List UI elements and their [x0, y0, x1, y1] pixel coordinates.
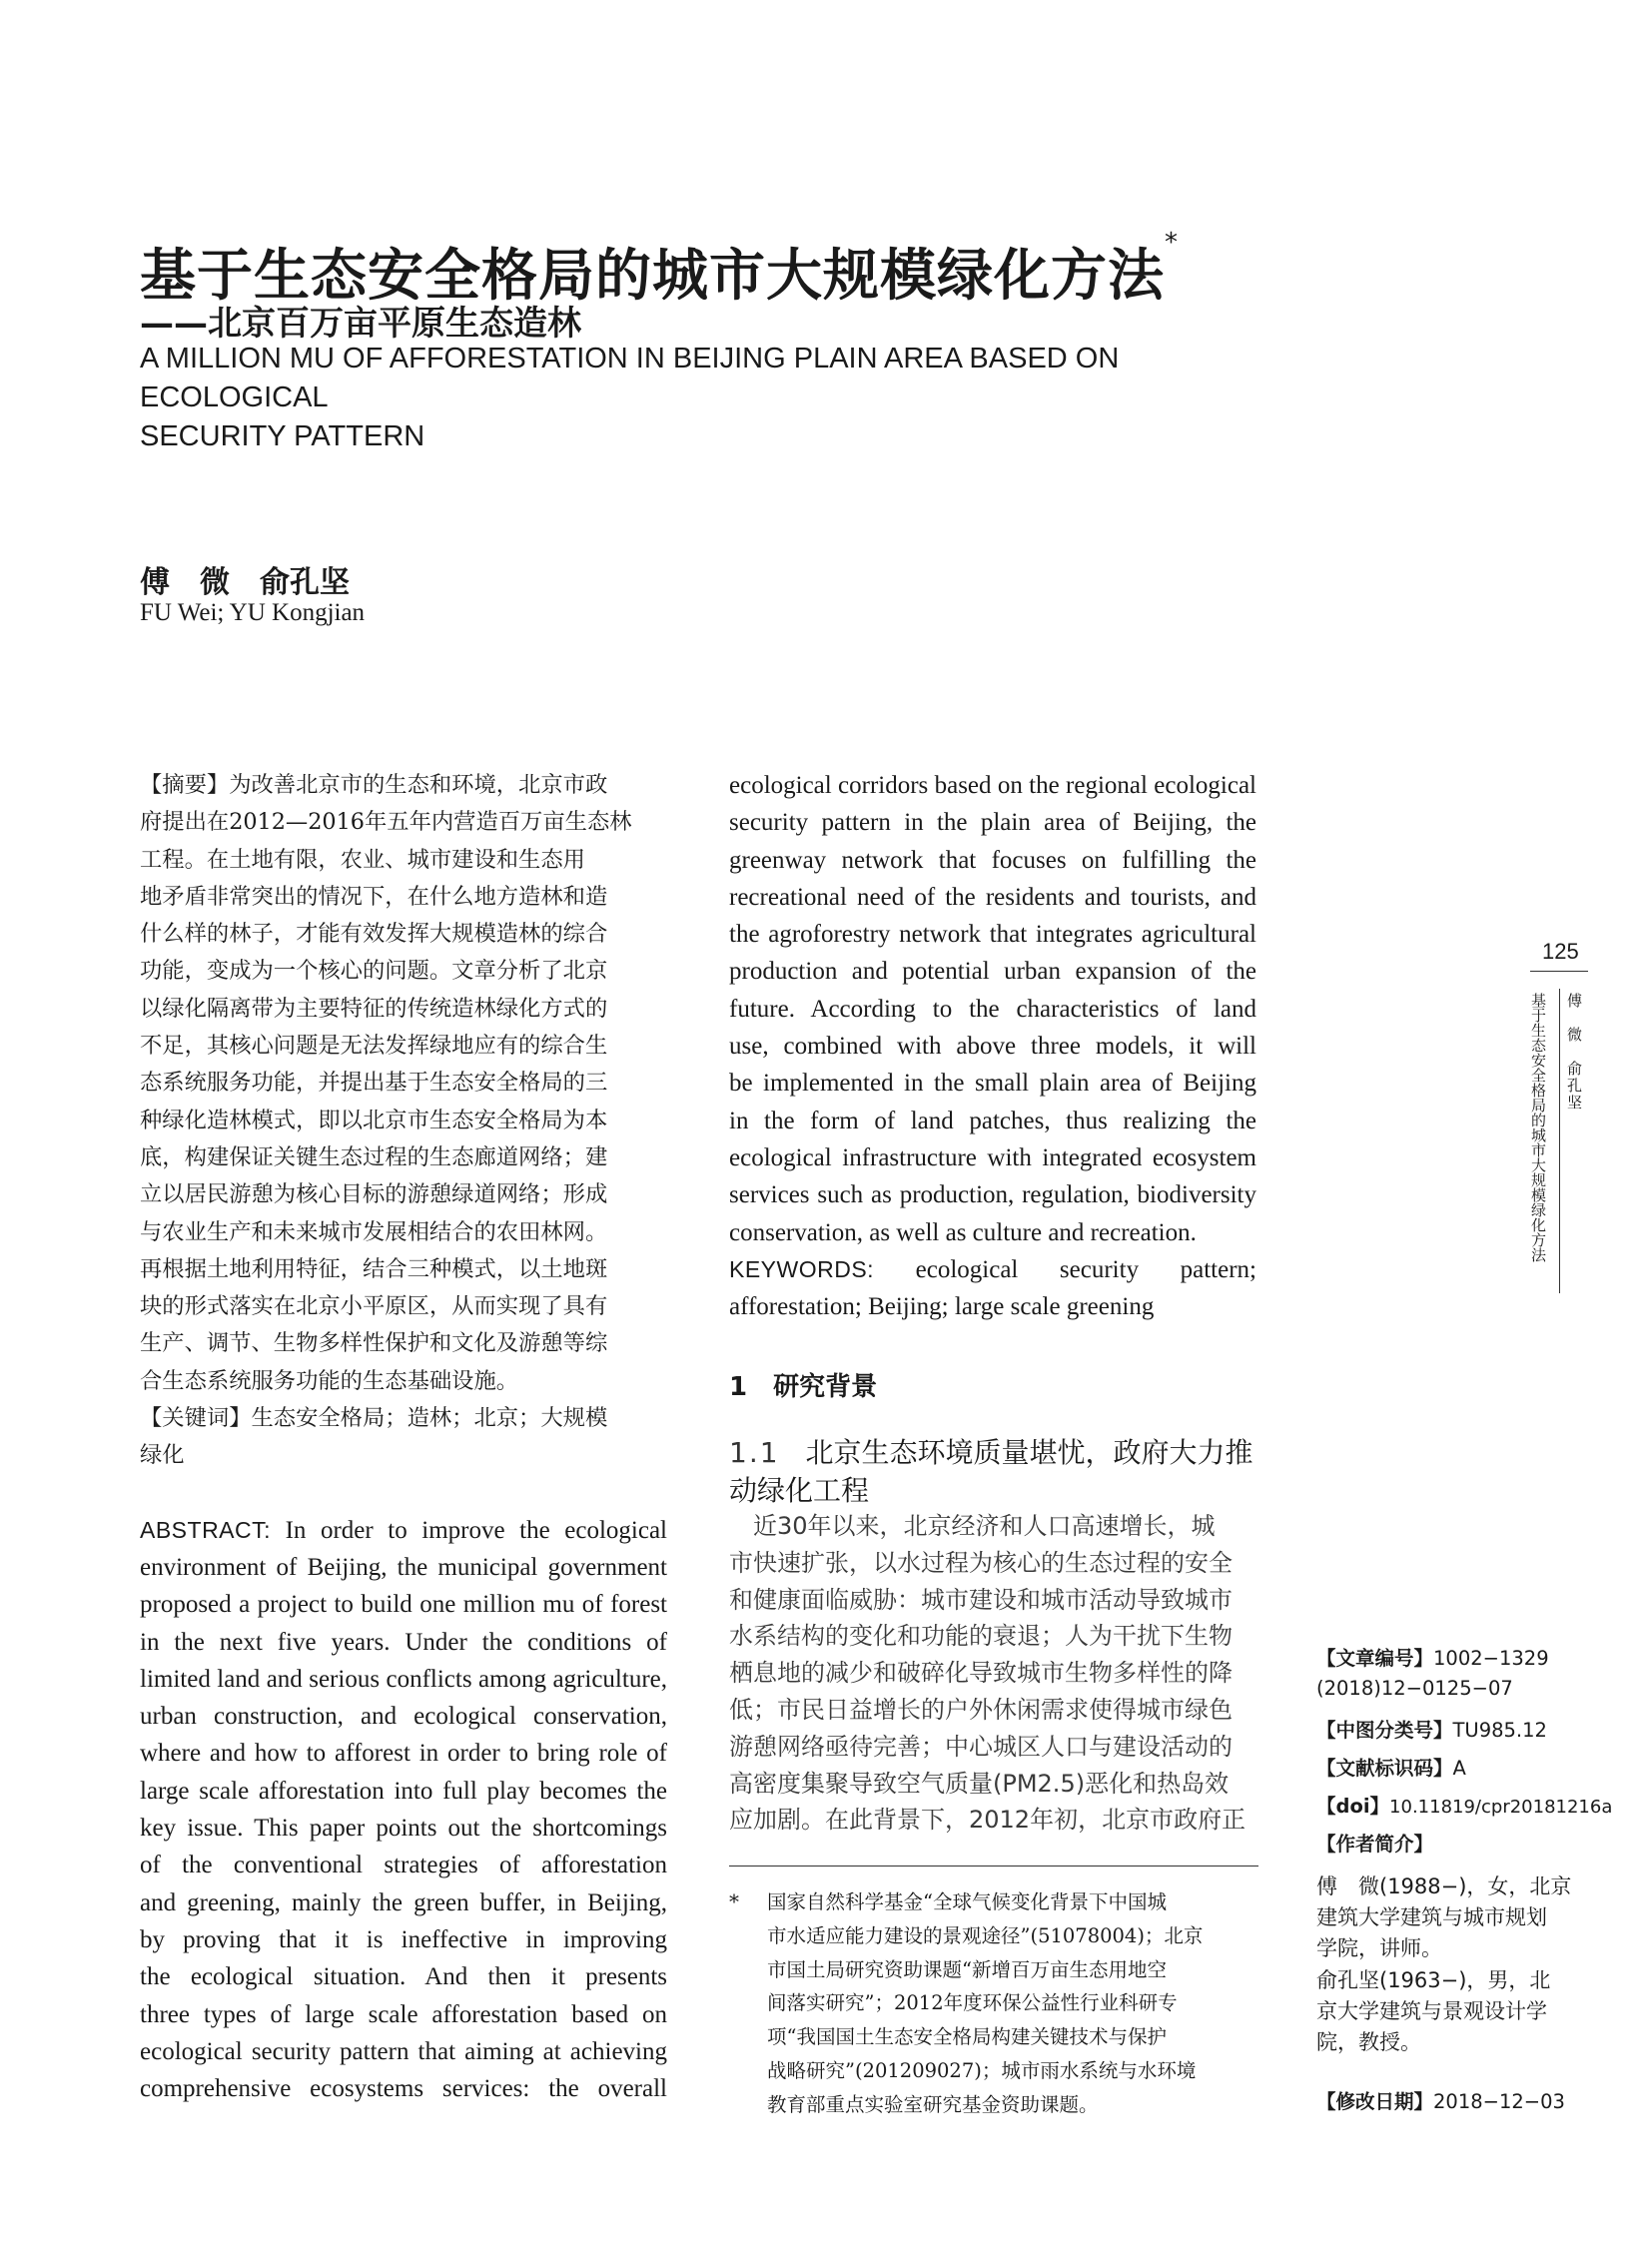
abstract-en-line: by proving that it is ineffective in improving	[140, 1925, 667, 1953]
keywords-en-line	[729, 1251, 1256, 1288]
abstract-cn-line: 功能，变成为一个核心的问题。文章分析了北京	[140, 958, 608, 985]
abstract-cn-line: 生产、调节、生物多样性保护和文化及游憩等综	[140, 1330, 608, 1357]
footnote-line: 市国土局研究资助课题“新增百万亩生态用地空	[767, 1957, 1167, 1981]
meta-doc-code	[1316, 1754, 1616, 1784]
abstract-en-line: large scale afforestation into full play becomes the	[140, 1777, 667, 1805]
abstract-en-line: security pattern in the plain area of Beijing, the	[729, 809, 1256, 837]
right-column-abstract	[729, 767, 1256, 1325]
body-line: 市快速扩张，以水过程为核心的生态过程的安全	[729, 1548, 1233, 1577]
abstract-en	[140, 1512, 667, 2108]
abstract-cn-line: 不足，其核心问题是无法发挥绿地应有的综合生	[140, 1033, 608, 1060]
footnote-line: 国家自然科学基金“全球气候变化背景下中国城	[767, 1890, 1167, 1913]
section-title-line: 北京生态环境质量堪忧，政府大力推	[805, 1436, 1253, 1469]
abstract-en-line: the ecological situation. And then it presents	[140, 1963, 667, 1991]
authors-en: FU Wei; YU Kongjian	[140, 599, 366, 626]
meta-author-line: 建筑大学建筑与城市规划	[1316, 1905, 1547, 1929]
section-number: 1.1	[729, 1436, 780, 1469]
authors-cn: 傅 微 俞孔坚	[140, 565, 350, 600]
meta-value: 1002−1329	[1433, 1647, 1549, 1670]
meta-revised-date	[1316, 2087, 1616, 2117]
abstract-cn-line: 种绿化造林模式，即以北京市生态安全格局为本	[140, 1107, 608, 1133]
meta-doi	[1316, 1792, 1616, 1823]
section-title-line: 动绿化工程	[729, 1474, 870, 1507]
abstract-en-first: In order to improve the ecological	[271, 1516, 667, 1544]
abstract-en-line: future. According to the characteristics of land	[729, 995, 1256, 1023]
abstract-cn-line: 立以居民游憩为核心目标的游憩绿道网络；形成	[140, 1181, 608, 1208]
title-en-line: A MILLION MU OF AFFORESTATION IN BEIJING PLAIN AREA BASED ON ECOLOGICAL	[140, 343, 1120, 413]
meta-value: 2018−12−03	[1433, 2090, 1565, 2113]
abstract-en-line: environment of Beijing, the municipal government	[140, 1553, 667, 1581]
keywords-cn-line: 绿化	[140, 1442, 185, 1469]
abstract-cn-line: 地矛盾非常突出的情况下，在什么地方造林和造	[140, 883, 608, 910]
meta-author-line: 京大学建筑与景观设计学	[1316, 1999, 1547, 2023]
abstract-en-line: limited land and serious conflicts among agriculture,	[140, 1665, 667, 1693]
meta-key: 【文献标识码】	[1316, 1757, 1453, 1780]
abstract-cn-line: 什么样的林子，才能有效发挥大规模造林的综合	[140, 921, 608, 948]
meta-key: 【文章编号】	[1316, 1647, 1434, 1670]
title-cn-text: 基于生态安全格局的城市大规模绿化方法	[140, 244, 1165, 309]
abstract-cn-line: 合生态系统服务功能的生态基础设施。	[140, 1367, 519, 1394]
footnote-line: 战略研究”(201209027)；城市雨水系统与水环境	[767, 2058, 1197, 2082]
running-header-authors: 傅 微 俞孔坚	[1565, 993, 1583, 1112]
footnote	[729, 1885, 1258, 2122]
title-en-line: SECURITY PATTERN	[140, 420, 425, 452]
abstract-en-line: of the conventional strategies of afforestation	[140, 1852, 667, 1879]
abstract-en-line: ecological corridors based on the regional ecological	[729, 772, 1256, 799]
body-line: 高密度集聚导致空气质量(PM2.5)恶化和热岛效	[729, 1769, 1230, 1798]
body-line: 应加剧。在此背景下，2012年初，北京市政府正	[729, 1806, 1246, 1835]
abstract-en-line: recreational need of the residents and tourists, and	[729, 883, 1256, 911]
footnote-line: 市水适应能力建设的景观途径”(51078004)；北京	[767, 1923, 1204, 1947]
abstract-cn-line: 以绿化隔离带为主要特征的传统造林绿化方式的	[140, 995, 608, 1022]
abstract-en-label: ABSTRACT:	[140, 1516, 272, 1543]
body-line: 近30年以来，北京经济和人口高速增长，城	[729, 1512, 1216, 1540]
meta-key: 【doi】	[1316, 1795, 1390, 1818]
abstract-en-line: in the next five years. Under the conditions of	[140, 1628, 667, 1656]
running-header-rule	[1559, 989, 1560, 1293]
abstract-cn-line: 态系统服务功能，并提出基于生态安全格局的三	[140, 1070, 608, 1097]
footnote-rule	[729, 1866, 1258, 1867]
meta-author-1	[1316, 1871, 1616, 1964]
body-line: 水系结构的变化和功能的衰退；人为干扰下生物	[729, 1622, 1233, 1651]
abstract-en-line: production and potential urban expansion of the	[729, 958, 1256, 986]
abstract-en-line: use, combined with above three models, it will	[729, 1033, 1256, 1061]
abstract-en-line: comprehensive ecosystems services: the overall	[140, 2075, 667, 2103]
abstract-en-line	[140, 1512, 667, 1549]
meta-author-line: 学院，讲师。	[1316, 1936, 1442, 1960]
keywords-en-first: ecological security pattern;	[874, 1255, 1256, 1283]
meta-author-line: 俞孔坚(1963−)，男，北	[1316, 1968, 1551, 1992]
abstract-en-line: ecological security pattern that aiming at achieving	[140, 2037, 667, 2065]
abstract-en-line: services such as production, regulation, biodiversity	[729, 1181, 1256, 1209]
footnote-line: 项“我国国土生态安全格局构建关键技术与保护	[767, 2025, 1167, 2049]
page-number: 125	[1542, 939, 1579, 964]
abstract-cn	[140, 767, 667, 1400]
abstract-en-line: greenway network that focuses on fulfilling the	[729, 846, 1256, 874]
footnote-line: 教育部重点实验室研究基金资助课题。	[767, 2092, 1099, 2116]
title-footnote-mark: *	[1165, 228, 1179, 258]
body-line: 游憩网络亟待完善；中心城区人口与建设活动的	[729, 1732, 1233, 1761]
abstract-en-line: conservation, as well as culture and recreation.	[729, 1218, 1197, 1246]
abstract-cn-line: 再根据土地利用特征，结合三种模式，以土地斑	[140, 1255, 608, 1282]
title-en	[140, 340, 1278, 456]
meta-key: 【修改日期】	[1316, 2090, 1434, 2113]
abstract-en-line: in the form of land patches, thus realizing the	[729, 1107, 1256, 1134]
meta-author-line: 傅 微(1988−)，女，北京	[1316, 1874, 1572, 1898]
section-heading-1-1	[729, 1434, 1256, 1510]
abstract-cn-line: 【摘要】为改善北京市的生态和环境，北京市政	[140, 772, 608, 798]
abstract-en-line: where and how to afforest in order to bring role of	[140, 1740, 667, 1768]
keywords-cn	[140, 1400, 667, 1475]
keywords-cn-line: 【关键词】生态安全格局；造林；北京；大规模	[140, 1405, 608, 1432]
abstract-cn-line: 与农业生产和未来城市发展相结合的农田林网。	[140, 1218, 608, 1245]
abstract-en-line: urban construction, and ecological conservation,	[140, 1703, 667, 1731]
abstract-en-line: be implemented in the small plain area of Beijing	[729, 1070, 1256, 1098]
abstract-en-line: and greening, mainly the green buffer, in Beijing,	[140, 1888, 667, 1916]
meta-value: 10.11819/cpr20181216a	[1389, 1797, 1613, 1818]
meta-value: A	[1452, 1757, 1466, 1780]
left-column	[140, 767, 667, 2107]
keywords-en-line: afforestation; Beijing; large scale greening	[729, 1293, 1155, 1321]
abstract-en-line: three types of large scale afforestation based on	[140, 2000, 667, 2028]
abstract-cn-line: 块的形式落实在北京小平原区，从而实现了具有	[140, 1293, 608, 1320]
meta-author-intro	[1316, 1830, 1616, 1860]
meta-key: 【中图分类号】	[1316, 1719, 1453, 1742]
body-line: 和健康面临威胁：城市建设和城市活动导致城市	[729, 1585, 1233, 1614]
abstract-en-line: the agroforestry network that integrates agricultural	[729, 921, 1256, 949]
subtitle-cn: ——北京百万亩平原生态造林	[140, 304, 581, 344]
meta-author-line: 院，教授。	[1316, 2030, 1421, 2054]
body-text	[729, 1508, 1256, 1839]
meta-author-2	[1316, 1965, 1616, 2058]
meta-key: 【作者简介】	[1316, 1833, 1434, 1856]
keywords-en-label: KEYWORDS:	[729, 1255, 875, 1282]
abstract-en-line: key issue. This paper points out the shortcomings	[140, 1815, 667, 1843]
abstract-en-line: proposed a project to build one million mu of forest	[140, 1591, 667, 1619]
meta-value: (2018)12−0125−07	[1316, 1677, 1513, 1700]
abstract-en-line: ecological infrastructure with integrated ecosystem	[729, 1143, 1256, 1171]
running-header-title: 基于生态安全格局的城市大规模绿化方法	[1529, 993, 1547, 1262]
footnote-mark: *	[729, 1889, 739, 1913]
abstract-cn-line: 府提出在2012—2016年五年内营造百万亩生态林	[140, 809, 632, 836]
abstract-cn-line: 底，构建保证关键生态过程的生态廊道网络；建	[140, 1143, 608, 1170]
meta-article-number	[1316, 1644, 1616, 1704]
footnote-line: 间落实研究”；2012年度环保公益性行业科研专	[767, 1991, 1178, 2015]
meta-value: TU985.12	[1452, 1719, 1547, 1742]
page-number-rule	[1530, 971, 1588, 972]
meta-clc	[1316, 1716, 1616, 1746]
abstract-cn-line: 工程。在土地有限，农业、城市建设和生态用	[140, 846, 585, 873]
section-heading-1: 1 研究背景	[729, 1372, 878, 1402]
body-line: 低；市民日益增长的户外休闲需求使得城市绿色	[729, 1695, 1233, 1724]
body-line: 栖息地的减少和破碎化导致城市生物多样性的降	[729, 1659, 1233, 1688]
